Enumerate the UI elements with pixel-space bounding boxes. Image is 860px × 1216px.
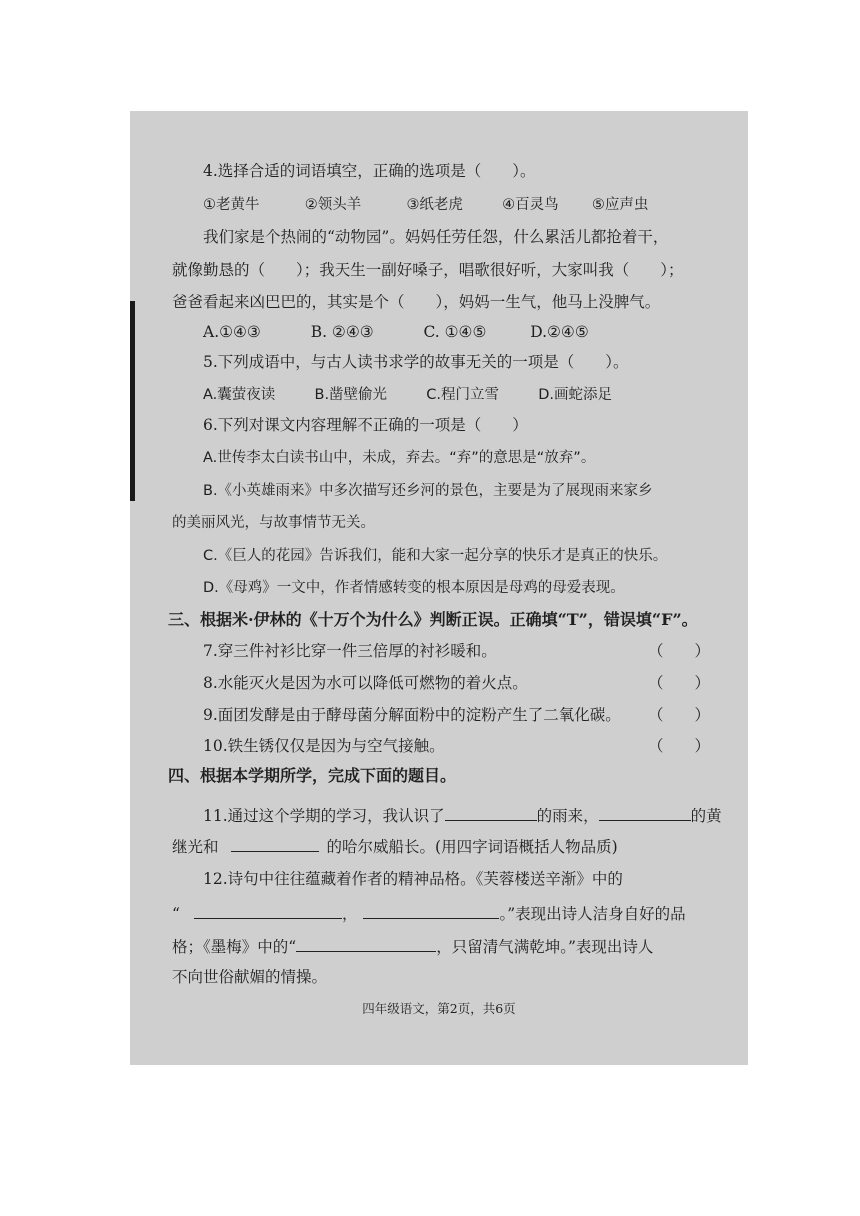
q11-text: 的黄 — [690, 807, 722, 825]
q12-blank-1[interactable] — [194, 902, 342, 919]
q11-line1 — [203, 804, 722, 826]
q12-line4: 不向世俗献媚的情操。 — [172, 968, 328, 986]
q12-text: 格；《墨梅》中的“ — [172, 938, 297, 956]
q11-text: 继光和 — [172, 838, 219, 856]
q12-text: ，只留清气满乾坤。”表现出诗人 — [436, 938, 654, 956]
q11-text: 11.通过这个学期的学习，我认识了 — [203, 807, 445, 825]
q4-word: ⑤应声虫 — [591, 197, 649, 213]
tf-item: 7.穿三件衬衫比穿一件三倍厚的衬衫暖和。 — [203, 642, 497, 660]
scanned-exam-page — [130, 111, 748, 1065]
q12-text: “ — [172, 905, 180, 923]
q11-line2 — [172, 835, 618, 857]
q12-line2 — [172, 902, 686, 924]
q4-option: A.①④③ — [203, 323, 261, 341]
q6-option-b-cont: 的美丽风光，与故事情节无关。 — [172, 515, 375, 531]
q4-word: ②领头羊 — [304, 197, 362, 213]
q11-blank-1[interactable] — [445, 804, 537, 821]
q5-stem: 5.下列成语中，与古人读书求学的故事无关的一项是（ ）。 — [203, 353, 629, 371]
q4-word: ③纸老虎 — [406, 197, 463, 213]
q12-blank-3[interactable] — [296, 935, 436, 952]
q12-text: 。”表现出诗人洁身自好的品 — [499, 905, 686, 923]
bleed-through-text — [598, 158, 602, 173]
q12-line1: 12.诗句中往往蕴藏着作者的精神品格。《芙蓉楼送辛渐》中的 — [203, 870, 623, 888]
q6-stem: 6.下列对课文内容理解不正确的一项是（ ） — [203, 416, 528, 434]
q12-blank-2[interactable] — [363, 902, 499, 919]
q4-option: C. ①④⑤ — [423, 323, 487, 341]
tf-answer-paren[interactable]: （ ） — [648, 737, 711, 755]
q4-passage-line: 就像勤恳的（ ）；我天生一副好嗓子，唱歌很好听，大家叫我（ ）； — [172, 261, 684, 279]
q5-option: C.程门立雪 — [426, 387, 500, 403]
q4-options — [203, 322, 589, 342]
q11-blank-3[interactable] — [231, 835, 319, 852]
tf-item: 9.面团发酵是由于酵母菌分解面粉中的淀粉产生了二氧化碳。 — [203, 706, 621, 724]
q5-option: B.凿壁偷光 — [314, 387, 388, 403]
q4-option: D.②④⑤ — [530, 323, 589, 341]
q4-passage-line: 爸爸看起来凶巴巴的，其实是个（ ），妈妈一生气，他马上没脾气。 — [172, 293, 661, 311]
tf-answer-paren[interactable]: （ ） — [648, 706, 711, 724]
q6-option-d: D.《母鸡》一文中，作者情感转变的根本原因是母鸡的母爱表现。 — [203, 580, 625, 596]
q6-option-a: A.世传李太白读书山中，未成，弃去。“弃”的意思是“放弃”。 — [203, 450, 596, 466]
section4-title: 四、根据本学期所学，完成下面的题目。 — [168, 766, 457, 785]
tf-answer-paren[interactable]: （ ） — [648, 642, 711, 660]
q5-options — [203, 385, 612, 405]
tf-answer-paren[interactable]: （ ） — [648, 674, 711, 692]
q4-word: ①老黄牛 — [203, 197, 260, 213]
q12-line3 — [172, 935, 653, 957]
tf-item: 8.水能灭火是因为水可以降低可燃物的着火点。 — [203, 674, 528, 692]
q5-option: A.囊萤夜读 — [203, 387, 276, 403]
q11-blank-2[interactable] — [599, 804, 691, 821]
q6-option-c: C.《巨人的花园》告诉我们，能和大家一起分享的快乐才是真正的快乐。 — [203, 548, 668, 564]
q4-word-bank — [203, 195, 648, 215]
page-footer: 四年级语文，第2页，共6页 — [362, 1001, 516, 1016]
q11-text: 的哈尔威船长。(用四字词语概括人物品质) — [326, 838, 618, 856]
q4-stem: 4.选择合适的词语填空，正确的选项是（ ）。 — [203, 162, 536, 180]
q6-option-b: B.《小英雄雨来》中多次描写还乡河的景色，主要是为了展现雨来家乡 — [203, 483, 653, 499]
tf-item: 10.铁生锈仅仅是因为与空气接触。 — [203, 737, 445, 755]
q11-text: 的雨来， — [536, 807, 599, 825]
q12-text: ， — [341, 905, 358, 923]
section3-title: 三、根据米·伊林的《十万个为什么》判断正误。正确填“T”，错误填“F”。 — [168, 610, 698, 629]
q4-passage-line: 我们家是个热闹的“动物园”。妈妈任劳任怨，什么累活儿都抢着干， — [203, 228, 669, 246]
binding-edge-mark — [130, 301, 135, 501]
q5-option: D.画蛇添足 — [538, 387, 613, 403]
q4-option: B. ②④③ — [310, 323, 374, 341]
q4-word: ④百灵鸟 — [502, 197, 559, 213]
